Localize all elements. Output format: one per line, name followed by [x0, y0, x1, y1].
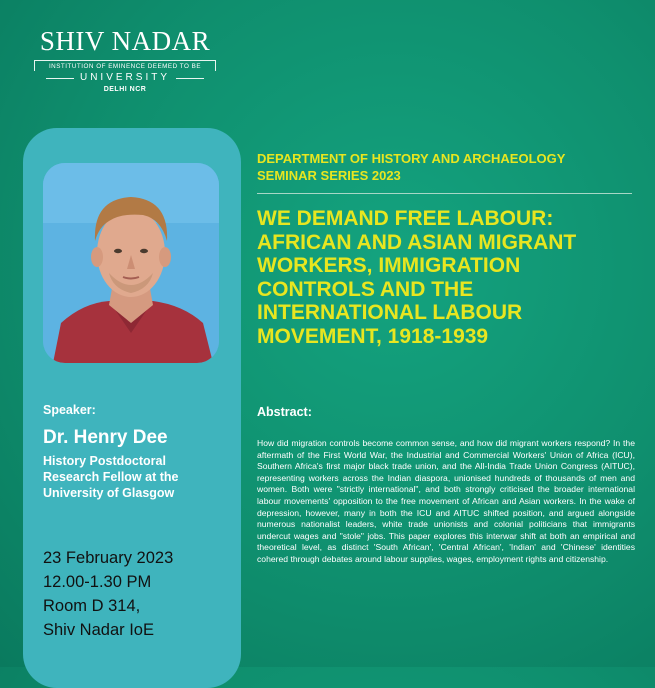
talk-title-line: CONTROLS AND THE [257, 277, 474, 301]
event-details [43, 546, 173, 642]
talk-title-line: AFRICAN AND ASIAN MIGRANT [257, 230, 577, 254]
event-venue: Shiv Nadar IoE [43, 621, 154, 639]
talk-title-line: MOVEMENT, 1918-1939 [257, 324, 489, 348]
logo-name: SHIV NADAR [39, 26, 211, 56]
speaker-title-line: Research Fellow at the [43, 470, 179, 484]
abstract-label: Abstract: [257, 405, 312, 419]
event-room: Room D 314, [43, 597, 141, 615]
speaker-title [43, 453, 233, 501]
department-heading [257, 150, 565, 184]
logo-university-row [28, 72, 222, 84]
speaker-label: Speaker: [43, 403, 96, 417]
logo-dash-right [176, 78, 204, 79]
speaker-portrait-illustration [43, 163, 219, 363]
talk-title-line: WE DEMAND FREE LABOUR: [257, 207, 554, 230]
talk-title [257, 207, 647, 348]
event-time: 12.00-1.30 PM [43, 573, 152, 591]
department-name: DEPARTMENT OF HISTORY AND ARCHAEOLOGY [257, 151, 566, 166]
speaker-title-line: University of Glasgow [43, 486, 175, 500]
talk-title-line: INTERNATIONAL LABOUR [257, 301, 523, 324]
seminar-series: SEMINAR SERIES 2023 [257, 168, 401, 183]
speaker-name: Dr. Henry Dee [43, 427, 168, 448]
university-logo [28, 26, 222, 93]
event-date: 23 February 2023 [43, 549, 174, 567]
abstract-text: How did migration controls become common sense, and how did migrant workers respond? In the aftermath of the First World War, the Industrial and Commercial Workers' Union of Africa (ICU), Southern Africa's first major black trade union, and the All-India Trade Union Congress (AITUC), representing workers across the Indian diaspora, unionised hundreds of thousands of men and women. Both were "strictly international", and both strongly criticised the broader international labour movements' opposition to the free movement of African and Asian workers. In the wake of depression, however, many in both the ICU and AITUC shifted position, and argued alongside numerous nationalist leaders, white trade unionists and colonial politicians that immigrants undercut wages and "stole" jobs. This paper explores this interwar shift at both an empirical and theoretical level, as distinct 'South African', 'Central African', 'Indian' and 'Chinese' identities cohered through debates around labour supplies, wages, employment rights and citizenship. [257, 438, 635, 564]
logo-university: UNIVERSITY [79, 72, 170, 83]
speaker-photo [43, 163, 219, 363]
speaker-title-line: History Postdoctoral [43, 454, 166, 468]
logo-dash-left [46, 78, 74, 79]
logo-location: DELHI NCR [103, 86, 147, 93]
heading-divider [257, 193, 632, 194]
talk-title-line: WORKERS, IMMIGRATION [257, 254, 521, 277]
logo-institution-line: INSTITUTION OF EMINENCE DEEMED TO BE [34, 60, 216, 71]
